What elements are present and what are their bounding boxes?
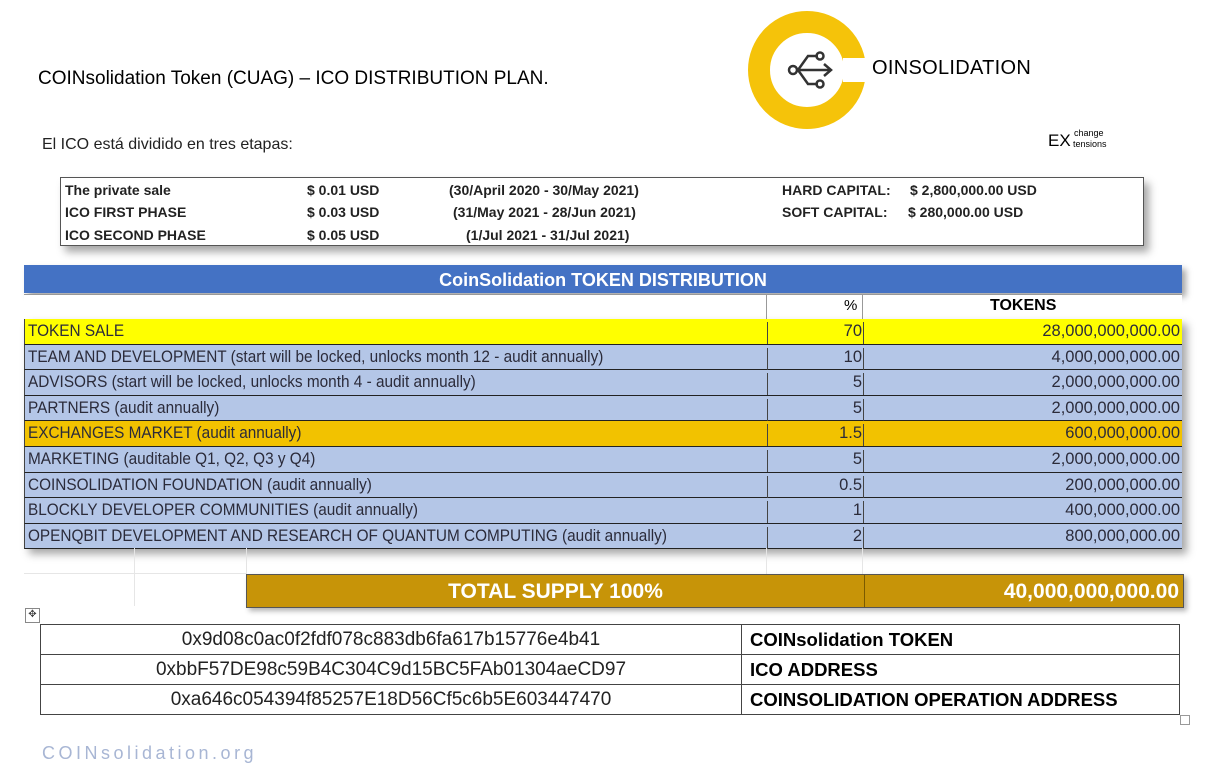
ext-bottom-text: tensions [1073,139,1107,149]
table-row [24,498,1182,524]
hard-capital-label: HARD CAPITAL: [782,182,891,198]
total-supply-label: TOTAL SUPPLY 100% [448,580,663,603]
table-row [41,685,1180,715]
table-row [24,396,1182,422]
document-title: COINsolidation Token (CUAG) – ICO DISTRIBUTION PLAN. [38,68,549,89]
allocation-label: ADVISORS (start will be locked, unlocks month 4 - audit annually) [28,373,476,392]
allocation-tokens: 2,000,000,000.00 [863,373,1180,395]
allocation-tokens: 400,000,000.00 [863,501,1180,523]
address-label: COINsolidation TOKEN [742,625,1180,655]
extension-logo [1048,128,1128,152]
allocation-tokens: 2,000,000,000.00 [863,450,1180,472]
table-row [41,625,1180,655]
soft-capital-value: $ 280,000.00 USD [908,204,1024,220]
total-supply-row [246,574,1184,608]
contract-address: 0xa646c054394f85257E18D56Cf5c6b5E603447470 [41,685,742,715]
phase-name: The private sale [65,182,171,198]
table-row [24,447,1182,473]
contract-address: 0x9d08c0ac0f2fdf078c883db6fa617b15776e4b41 [41,625,742,655]
phase-period: (1/Jul 2021 - 31/Jul 2021) [466,227,630,243]
table-resize-handle[interactable] [1180,715,1190,725]
phases-box [60,177,1144,246]
total-supply-value: 40,000,000,000.00 [1003,580,1179,603]
address-label: COINSOLIDATION OPERATION ADDRESS [742,685,1180,715]
address-table [40,624,1180,715]
allocation-percent: 1 [767,501,862,523]
distribution-rows [24,319,1182,549]
table-row [24,345,1182,371]
allocation-label: BLOCKLY DEVELOPER COMMUNITIES (audit annually) [28,501,419,520]
allocation-label: TEAM AND DEVELOPMENT (start will be locked, unlocks month 12 - audit annually) [28,347,604,366]
contract-address: 0xbbF57DE98c59B4C304C9d15BC5FAb01304aeCD97 [41,655,742,685]
percent-column-label: % [844,297,858,314]
phase-period: (31/May 2021 - 28/Jun 2021) [453,204,636,220]
empty-cells [24,548,247,606]
table-row [24,370,1182,396]
phase-price: $ 0.03 USD [307,204,380,220]
logo-wordmark: OINSOLIDATION [872,57,1032,79]
tokens-column-label: TOKENS [990,297,1057,314]
phase-price: $ 0.05 USD [307,227,380,243]
phase-name: ICO FIRST PHASE [65,204,187,220]
allocation-label: PARTNERS (audit annually) [28,398,220,417]
table-row [24,319,1182,345]
table-row [24,524,1182,550]
address-label: ICO ADDRESS [742,655,1180,685]
hard-capital-value: $ 2,800,000.00 USD [910,182,1037,198]
allocation-tokens: 4,000,000,000.00 [863,348,1180,370]
allocation-label: OPENQBIT DEVELOPMENT AND RESEARCH OF QUANTUM COMPUTING (audit annually) [28,526,667,545]
allocation-percent: 0.5 [767,476,862,498]
table-row [24,473,1182,499]
phase-period: (30/April 2020 - 30/May 2021) [449,182,639,198]
allocation-label: MARKETING (auditable Q1, Q2, Q3 y Q4) [28,449,316,468]
ext-top-text: change [1074,128,1104,138]
table-row [41,655,1180,685]
logo-ring-icon [738,10,878,135]
logo-network-icon [789,53,831,88]
footer-website: COINsolidation.org [42,743,258,763]
allocation-tokens: 800,000,000.00 [863,527,1180,549]
soft-capital-label: SOFT CAPITAL: [782,204,888,220]
empty-cell-divider [766,548,767,574]
phase-name: ICO SECOND PHASE [65,227,206,243]
phase-price: $ 0.01 USD [307,182,380,198]
empty-cell-divider [862,548,863,574]
allocation-label: COINSOLIDATION FOUNDATION (audit annually) [28,475,372,494]
allocation-tokens: 200,000,000.00 [863,476,1180,498]
table-move-handle-icon[interactable]: ✥ [25,608,40,623]
ext-main-text: EX [1048,131,1071,150]
allocation-percent: 5 [767,450,862,472]
allocation-percent: 70 [767,322,862,344]
allocation-percent: 5 [767,373,862,395]
table-row [24,421,1182,447]
allocation-tokens: 2,000,000,000.00 [863,399,1180,421]
document-subtitle: El ICO está dividido en tres etapas: [42,136,293,153]
allocation-tokens: 600,000,000.00 [863,424,1180,446]
allocation-label: TOKEN SALE [28,322,125,340]
allocation-percent: 1.5 [767,424,862,446]
allocation-percent: 5 [767,399,862,421]
allocation-tokens: 28,000,000,000.00 [863,322,1180,344]
allocation-label: EXCHANGES MARKET (audit annually) [28,424,302,443]
distribution-column-header [24,294,1182,320]
allocation-percent: 10 [767,348,862,370]
allocation-percent: 2 [767,527,862,549]
distribution-title: CoinSolidation TOKEN DISTRIBUTION [24,265,1182,293]
